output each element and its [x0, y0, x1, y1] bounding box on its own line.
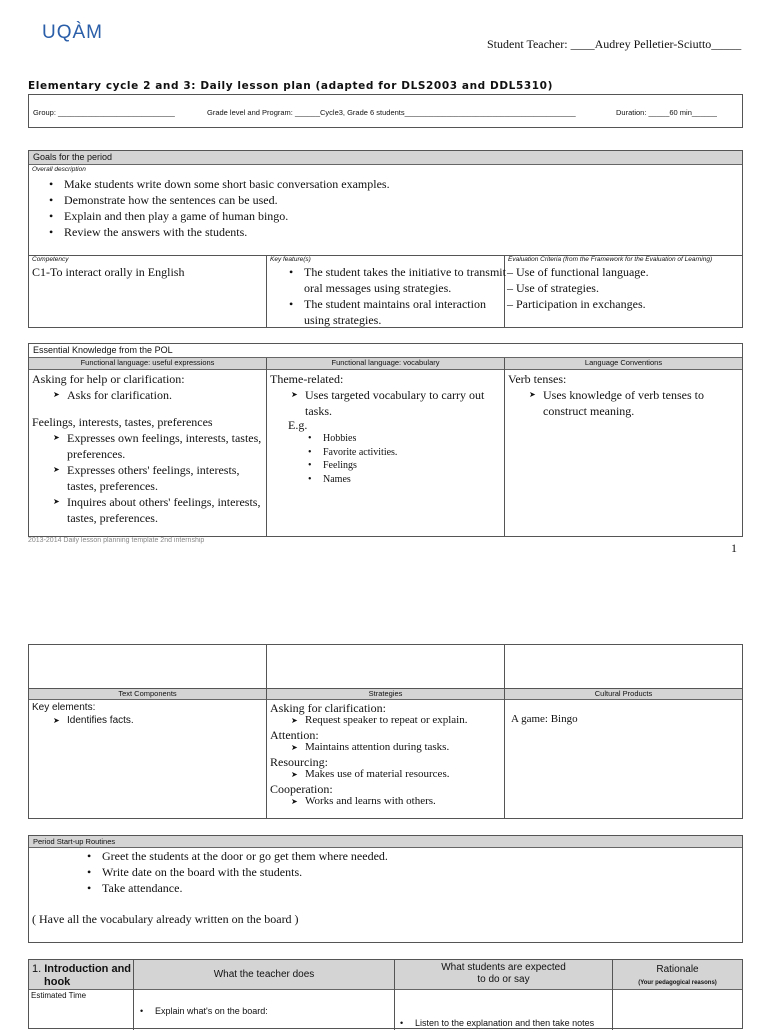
list-item: • Review the answers with the students. [46, 224, 390, 240]
list-item: • Explain and then play a game of human bingo. [46, 208, 390, 224]
teacher-actions-list [137, 1003, 268, 1019]
list-item: • Favorite activities. [305, 446, 397, 460]
list-item: • Feelings [305, 459, 397, 473]
vocabulary-list [287, 387, 484, 419]
routines-note: ( Have all the vocabulary already written on the board ) [32, 912, 299, 926]
introduction-section [28, 959, 743, 1029]
rationale-heading: Rationale (Your pedagogical reasons) [638, 964, 717, 986]
clarification-list [49, 387, 172, 403]
knowledge-heading: Essential Knowledge from the POL [29, 344, 742, 358]
list-item: • Explain what's on the board: [137, 1003, 268, 1019]
list-item: ➤ Uses targeted vocabulary to carry out tasks. [287, 387, 484, 419]
evaluation-criteria-3: – Participation in exchanges. [507, 297, 646, 311]
goals-heading: Goals for the period [29, 151, 742, 165]
essential-knowledge-section [28, 343, 743, 537]
info-box [28, 94, 743, 128]
list-item: ➤ Request speaker to repeat or explain. [287, 714, 468, 728]
uqam-logo: UQÀM [42, 22, 103, 43]
strategy-1-list [287, 714, 468, 728]
list-item: • Names [305, 473, 397, 487]
list-item: • Greet the students at the door or go get them where needed. [84, 848, 388, 864]
strategy-2-label: Attention: [270, 728, 319, 742]
estimated-time-label: Estimated Time [31, 991, 87, 1000]
list-item: • The student maintains oral interaction using strategies. [286, 296, 506, 328]
help-clarification-label: Asking for help or clarification: [32, 372, 185, 386]
list-item: ➤ Works and learns with others. [287, 795, 436, 809]
list-item: ➤ Maintains attention during tasks. [287, 741, 449, 755]
list-item: ➤ Expresses own feelings, interests, tastes, preferences. [49, 430, 261, 462]
grade-field: Grade level and Program: ______Cycle3, Grade 6 students_________________________________________ [207, 108, 576, 117]
col-useful-expressions: Functional language: useful expressions [29, 358, 266, 370]
cultural-product-text: A game: Bingo [511, 713, 578, 725]
list-item: • Make students write down some short basic conversation examples. [46, 176, 390, 192]
strategy-3-label: Resourcing: [270, 755, 328, 769]
list-item: ➤ Asks for clarification. [49, 387, 172, 403]
col-language-conventions: Language Conventions [505, 358, 742, 370]
list-item: • The student takes the initiative to transmit oral messages using strategies. [286, 264, 506, 296]
evaluation-criteria-1: – Use of functional language. [507, 265, 649, 279]
list-item: • Take attendance. [84, 880, 388, 896]
key-elements-list [49, 714, 134, 728]
col-strategies: Strategies [267, 689, 504, 700]
teacher-does-heading: What the teacher does [213, 969, 315, 980]
key-features-label: Key feature(s) [270, 256, 311, 263]
duration-field: Duration: _____60 min______ [616, 108, 717, 117]
evaluation-criteria-2: – Use of strategies. [507, 281, 599, 295]
list-item: • Demonstrate how the sentences can be used. [46, 192, 390, 208]
list-item: • Listen to the explanation and then take notes [397, 1015, 594, 1031]
verb-tenses-list [525, 387, 704, 419]
list-item: • Write date on the board with the students. [84, 864, 388, 880]
strategy-3-list [287, 768, 449, 782]
list-item: ➤ Identifies facts. [49, 714, 134, 728]
theme-related-label: Theme-related: [270, 372, 344, 386]
list-item: • Hobbies [305, 432, 397, 446]
student-actions-list [397, 1015, 594, 1031]
students-expected-heading: What students are expected to do or say [441, 962, 566, 985]
goals-list [46, 176, 390, 240]
intro-title: 1. Introduction and hook [32, 963, 132, 988]
group-field: Group: ____________________________ [33, 108, 175, 117]
routines-list [84, 848, 388, 896]
goals-section [28, 150, 743, 328]
strategy-4-list [287, 795, 436, 809]
routines-section [28, 835, 743, 943]
col-vocabulary: Functional language: vocabulary [267, 358, 504, 370]
competency-label: Competency [32, 256, 69, 263]
page-number: 1 [731, 541, 737, 555]
strategy-4-label: Cooperation: [270, 782, 333, 796]
verb-tenses-label: Verb tenses: [508, 372, 567, 386]
routines-heading: Period Start-up Routines [29, 836, 742, 848]
example-label: E.g. [288, 418, 308, 432]
page-footer: 2013-2014 Daily lesson planning template 2nd internship [28, 537, 205, 544]
strategy-1-label: Asking for clarification: [270, 701, 386, 715]
key-features-list [286, 264, 506, 328]
evaluation-criteria-label: Evaluation Criteria (from the Framework for the Evaluation of Learning) [508, 256, 713, 263]
key-elements-label: Key elements: [32, 702, 96, 713]
list-item: ➤ Inquires about others' feelings, interests, tastes, preferences. [49, 494, 261, 526]
list-item: ➤ Makes use of material resources. [287, 768, 449, 782]
examples-list [305, 432, 397, 486]
competency-text: C1-To interact orally in English [32, 265, 185, 279]
overall-description-label: Overall description [32, 166, 86, 173]
components-section [28, 644, 743, 819]
col-text-components: Text Components [29, 689, 266, 700]
col-cultural-products: Cultural Products [505, 689, 742, 700]
list-item: ➤ Expresses others' feelings, interests, tastes, preferences. [49, 462, 261, 494]
feelings-label: Feelings, interests, tastes, preferences [32, 415, 213, 429]
document-title: Elementary cycle 2 and 3: Daily lesson plan (adapted for DLS2003 and DDL5310) [28, 80, 553, 92]
student-teacher-line: Student Teacher: ____Audrey Pelletier-Sciutto_____ [487, 37, 742, 51]
strategy-2-list [287, 741, 449, 755]
list-item: ➤ Uses knowledge of verb tenses to construct meaning. [525, 387, 704, 419]
feelings-list [49, 430, 261, 526]
